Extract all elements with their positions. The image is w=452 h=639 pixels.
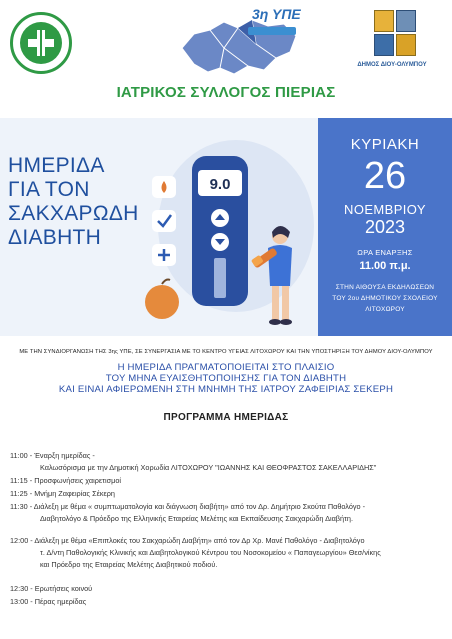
glucometer-reading: 9.0 — [209, 176, 231, 193]
event-day: ΚΥΡΙΑΚΗ — [350, 136, 420, 153]
agenda-line: 12:00 - Διάλεξη με θέμα «Επιπλοκές του Σακχαρώδη Διαβήτη» από τον Δρ Χρ. Μανέ Παθολόγο - Διαβητολόγο — [10, 536, 365, 545]
event-title — [8, 154, 158, 250]
agenda-item — [10, 596, 450, 608]
event-year: 2023 — [364, 217, 406, 237]
start-time-label: ΩΡΑ ΕΝΑΡΞΗΣ — [357, 248, 413, 257]
intro-line: ΚΑΙ ΕΙΝΑΙ ΑΦΙΕΡΩΜΕΝΗ ΣΤΗ ΜΝΗΜΗ ΤΗΣ ΙΑΤΡΟΥ ΖΑΦΕΙΡΙΑΣ ΣΕΚΕΡΗ — [58, 384, 394, 395]
start-time: 11.00 π.μ. — [359, 260, 411, 272]
event-title-line: ΔΙΑΒΗΤΗ — [8, 226, 102, 249]
header — [0, 0, 452, 112]
agenda-line: Διαβητολόγο & Πρόεδρο της Ελληνικής Εταιρείας Μελέτης και Εκπαίδευσης Σακχαρώδη Διαβήτη. — [40, 514, 354, 523]
venue-line: ΛΙΤΟΧΩΡΟΥ — [365, 306, 405, 313]
intro-line: Η ΗΜΕΡΙΔΑ ΠΡΑΓΜΑΤΟΠΟΙΕΙΤΑΙ ΣΤΟ ΠΛΑΙΣΙΟ — [117, 362, 335, 373]
agenda-line: και Πρόεδρο της Εταιρείας Μελέτης Διαβητικού ποδιού. — [40, 560, 218, 569]
agenda-line: τ. Δ/ντη Παθολογικής Κλινικής και Διαβητολογικού Κέντρου του Νοσοκομείου « Παπαγεωργίου» Θεσ/νίκης — [40, 548, 381, 557]
municipality-name: ΔΗΜΟΣ ΔΙΟΥ-ΟΛΥΜΠΟΥ — [357, 62, 427, 68]
agenda-line: 11:15 - Προσφωνήσεις χαιρετισμοί — [10, 476, 122, 485]
venue-line: ΣΤΗΝ ΑΙΘΟΥΣΑ ΕΚΔΗΛΩΣΕΩΝ — [335, 284, 435, 291]
event-title-line: ΗΜΕΡΙΔΑ — [8, 154, 105, 177]
event-title-line: ΣΑΚΧΑΡΩΔΗ — [8, 202, 139, 225]
event-month: ΝΟΕΜΒΡΙΟΥ — [344, 202, 426, 217]
agenda-line: 11:00 - Έναρξη ημερίδας - — [10, 451, 95, 460]
page-title: ΙΑΤΡΙΚΟΣ ΣΥΛΛΟΓΟΣ ΠΙΕΡΙΑΣ — [116, 84, 336, 101]
intro-line: ΤΟΥ ΜΗΝΑ ΕΥΑΙΣΘΗΤΟΠΟΙΗΣΗΣ ΓΙΑ ΤΟΝ ΔΙΑΒΗΤΗ — [105, 373, 347, 384]
agenda-item — [10, 488, 450, 500]
event-venue — [324, 282, 446, 315]
agenda-line: 11:30 - Διάλεξη με θέμα « συμπτωματολογία και διάγνωση διαβήτη» από τον Δρ. Δημήτριο Σκούτα Παθολόγο - — [10, 502, 366, 511]
event-date-number: 26 — [363, 155, 407, 197]
event-title-line: ΓΙΑ ΤΟΝ — [8, 178, 90, 201]
program-title: ΠΡΟΓΡΑΜΜΑ ΗΜΕΡΙΔΑΣ — [163, 412, 289, 423]
venue-line: ΤΟΥ 2ου ΔΗΜΟΤΙΚΟΥ ΣΧΟΛΕΙΟΥ — [332, 295, 438, 302]
cooperation-note: ΜΕ ΤΗΝ ΣΥΝΔΙΟΡΓΑΝΩΣΗ ΤΗΣ 3ης ΥΠΕ, ΣΕ ΣΥΝΕΡΓΑΣΙΑ ΜΕ ΤΟ ΚΕΝΤΡΟ ΥΓΕΙΑΣ ΛΙΤΟΧΩΡΟΥ ΚΑΙ ΤΗΝ ΥΠΟΣΤΗΡΙΞΗ ΤΟΥ ΔΗΜΟΥ ΔΙΟΥ-ΟΛΥΜΠΟΥ — [19, 349, 433, 355]
agenda-item — [10, 475, 450, 487]
event-details-panel — [318, 118, 452, 336]
health-region-logo-bar — [248, 27, 296, 35]
agenda-line: Καλωσόρισμα με την Δημοτική Χορωδία ΛΙΤΟΧΩΡΟΥ "ΙΩΑΝΝΗΣ ΚΑΙ ΘΕΟΦΡΑΣΤΟΣ ΣΑΚΕΛΛΑΡΙΔΗΣ" — [40, 463, 377, 472]
agenda-line: 12:30 - Ερωτήσεις κοινού — [10, 584, 93, 593]
agenda-item — [10, 583, 450, 595]
banner-illustration-panel — [0, 118, 318, 336]
event-intro — [0, 362, 452, 395]
medical-association-seal-icon — [10, 12, 72, 74]
diabetes-glucometer-illustration — [140, 126, 316, 332]
health-region-logo-text: 3η ΥΠΕ — [252, 6, 301, 22]
agenda-line: 13:00 - Πέρας ημερίδας — [10, 597, 87, 606]
agenda-item — [10, 501, 450, 525]
agenda-item — [10, 450, 450, 474]
event-banner — [0, 118, 452, 336]
agenda-item — [10, 535, 450, 571]
agenda-line: 11:25 - Μνήμη Ζαφειρίας Σέκερη — [10, 489, 115, 498]
